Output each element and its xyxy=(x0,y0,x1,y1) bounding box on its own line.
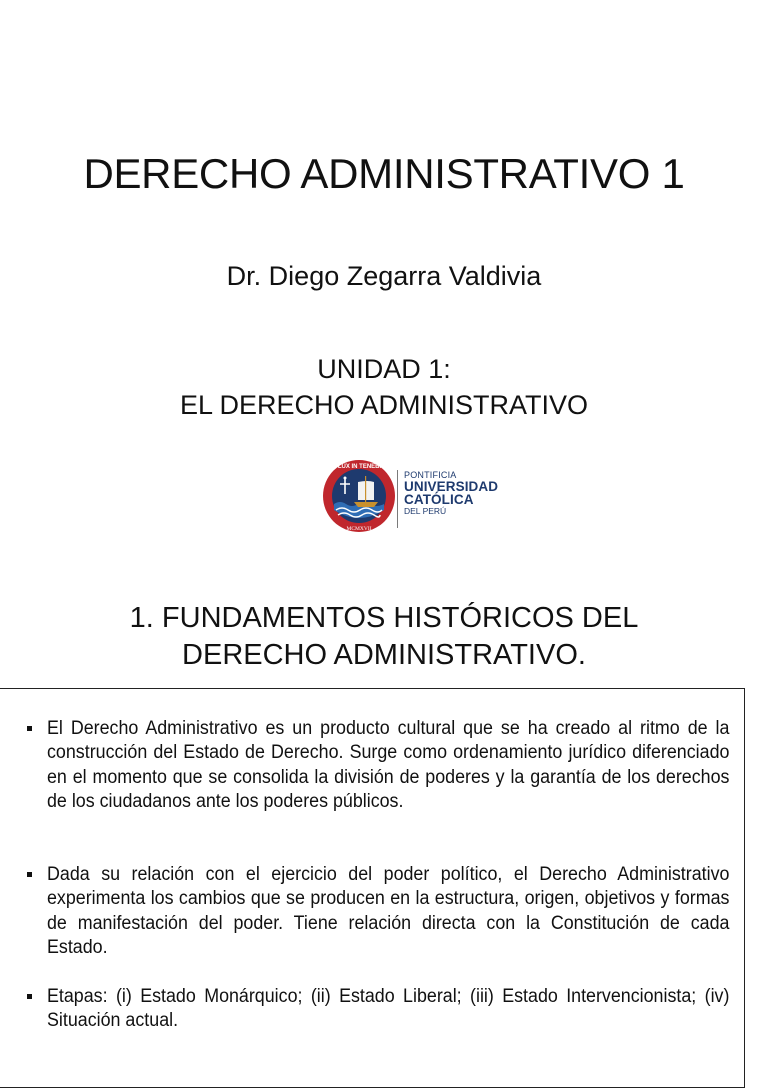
logo-divider xyxy=(397,470,398,528)
university-logo xyxy=(320,456,520,542)
list-item: El Derecho Administrativo es un producto cultural que se ha creado al ritmo de la construcción del Estado de Derecho. Surge como ordenamiento jurídico diferenciado en el momento que se consolida la división de poderes y la garantía de los derechos de los ciudadanos ante los poderes públicos. xyxy=(47,718,730,813)
section-heading-line-2: DERECHO ADMINISTRATIVO. xyxy=(182,639,586,671)
author-name: Dr. Diego Zegarra Valdivia xyxy=(226,261,542,291)
unit-heading xyxy=(0,351,768,423)
logo-line-3: CATÓLICA xyxy=(404,492,474,507)
svg-text:ET LUX IN TENEBRIS: ET LUX IN TENEBRIS xyxy=(328,464,390,470)
unit-title: EL DERECHO ADMINISTRATIVO xyxy=(179,390,589,420)
bullet-icon xyxy=(27,994,32,999)
logo-line-4: DEL PERÚ xyxy=(404,506,447,516)
section-heading xyxy=(0,600,768,674)
list-item: Dada su relación con el ejercicio del poder político, el Derecho Administrativo experimenta los cambios que se producen en la estructura, origen, objetivos y formas de manifestación del poder. Tiene relación directa con la Constitución de cada Estado. xyxy=(47,864,730,959)
list-item: Etapas: (i) Estado Monárquico; (ii) Estado Liberal; (iii) Estado Intervencionista; (iv) Situación actual. xyxy=(47,986,730,1032)
svg-text:MCMXVII: MCMXVII xyxy=(346,526,372,532)
slide-title: DERECHO ADMINISTRATIVO 1 xyxy=(83,150,685,197)
university-crest-icon xyxy=(320,456,398,542)
logo-line-2: UNIVERSIDAD xyxy=(404,479,499,494)
logo-line-1: PONTIFICIA xyxy=(404,470,457,480)
logo-wordmark xyxy=(404,470,498,517)
bullet-icon xyxy=(27,726,32,731)
section-heading-line-1: 1. FUNDAMENTOS HISTÓRICOS DEL xyxy=(129,602,639,634)
bullet-icon xyxy=(27,872,32,877)
unit-label: UNIDAD 1: xyxy=(317,354,451,384)
